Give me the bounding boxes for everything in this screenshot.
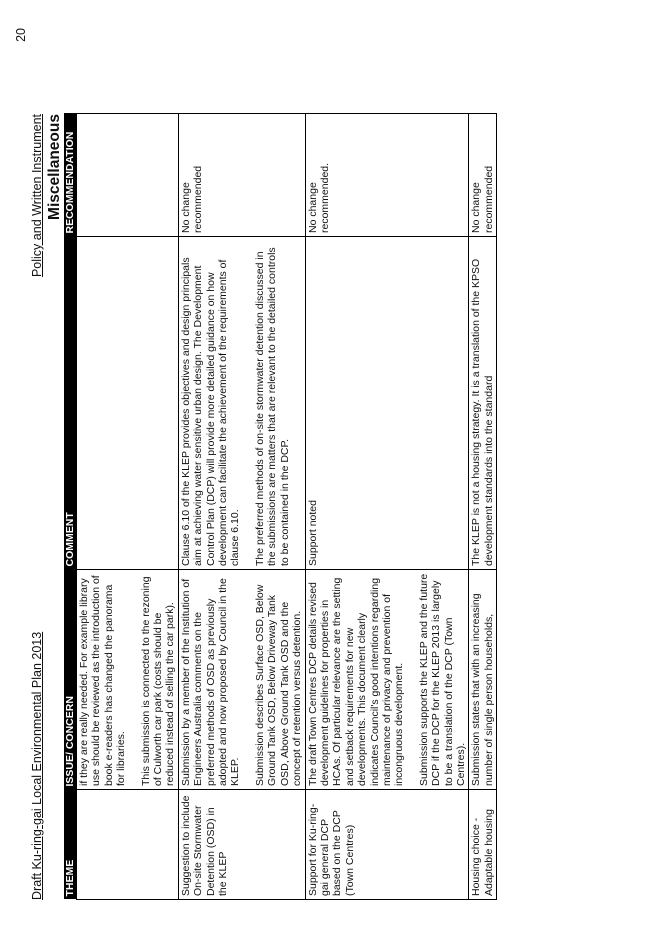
document-title: Draft Ku-ring-gai Local Environmental Plan 2013	[30, 631, 44, 900]
comment-cell	[77, 237, 179, 570]
column-header-recommendation: RECOMMENDATION	[64, 114, 77, 237]
comment-paragraph: The preferred methods of on-site stormwater detention discussed in the submissions are matters that are relevant to the detailed controls to be contained in the DCP.	[253, 247, 291, 566]
theme-cell: Support for Ku-ring-gai general DCP based on the DCP (Town Centres)	[305, 790, 469, 900]
issue-cell	[305, 570, 469, 790]
table-row	[469, 114, 497, 900]
issue-paragraph: Submission supports the KLEP and the future DCP if the DCP for the KLEP 2013 is largely to be a translation of the DCP (Town Centres).	[417, 573, 467, 786]
issue-cell	[77, 570, 179, 790]
table-header-row	[64, 114, 77, 900]
issue-paragraph: The draft Town Centres DCP details revised development guidelines for properties in HCAs. Of particular relevance are the setting and setback requirements for new developments. This document clearly indicates Council's good intentions regarding maintenance of privacy and prevention of incongruous development.	[306, 577, 406, 786]
table-row	[305, 114, 469, 900]
issue-cell	[178, 570, 305, 790]
theme-cell: Suggestion to include On-site Stormwater Detention (OSD) in the KLEP	[178, 790, 305, 900]
recommendation-cell: No change recommended.	[305, 114, 469, 237]
column-header-comment: COMMENT	[64, 237, 77, 570]
comment-paragraph: Clause 6.10 of the KLEP provides objectives and design principals aim at achieving water sensitive urban design. The Development Control Plan (DCP) will provide more detailed guidance on how development can facilitate the achievement of the requirements of clause 6.10.	[179, 257, 242, 566]
page-number: 20	[14, 28, 28, 42]
recommendation-cell	[77, 114, 179, 237]
submissions-table	[64, 113, 497, 900]
comment-cell	[178, 237, 305, 570]
column-header-theme: THEME	[64, 790, 77, 900]
issue-paragraph: This submission is connected to the rezoning of Culworth car park (costs should be reduced instead of selling the car park).	[139, 576, 177, 786]
table-row	[77, 114, 179, 900]
recommendation-cell: No change recommended	[178, 114, 305, 237]
issue-paragraph: Submission describes Surface OSD, Below Ground Tank OSD, Below Driveway Tank OSD, Above Ground Tank OSD and the concept of retention versus detention.	[253, 584, 304, 786]
issue-paragraph: Submission by a member of the Institution of Engineers Australia comments on the preferred methods of OSD as previously adopted and now proposed by Council in the KLEP.	[179, 578, 242, 786]
theme-cell	[77, 790, 179, 900]
comment-cell	[469, 237, 497, 570]
section-title: Miscellaneous	[46, 114, 63, 220]
issue-cell	[469, 570, 497, 790]
document-category: Policy and Written Instrument	[30, 114, 44, 278]
theme-cell: Housing choice - Adaptable housing	[469, 790, 497, 900]
column-header-issue: ISSUE/ CONCERN	[64, 570, 77, 790]
issue-paragraph: if they are really needed. For example library use should be reviewed as the introduction of book e-readers has changed the panorama for libraries.	[78, 575, 128, 786]
comment-cell	[305, 237, 469, 570]
recommendation-cell: No change recommended	[469, 114, 497, 237]
issue-paragraph: Submission states that with an increasing number of single person households,	[470, 593, 495, 786]
table-row	[178, 114, 305, 900]
comment-paragraph: The KLEP is not a housing strategy. It is a translation of the KPSO development standards into the standard	[470, 258, 495, 566]
comment-paragraph: Support noted	[306, 500, 319, 566]
